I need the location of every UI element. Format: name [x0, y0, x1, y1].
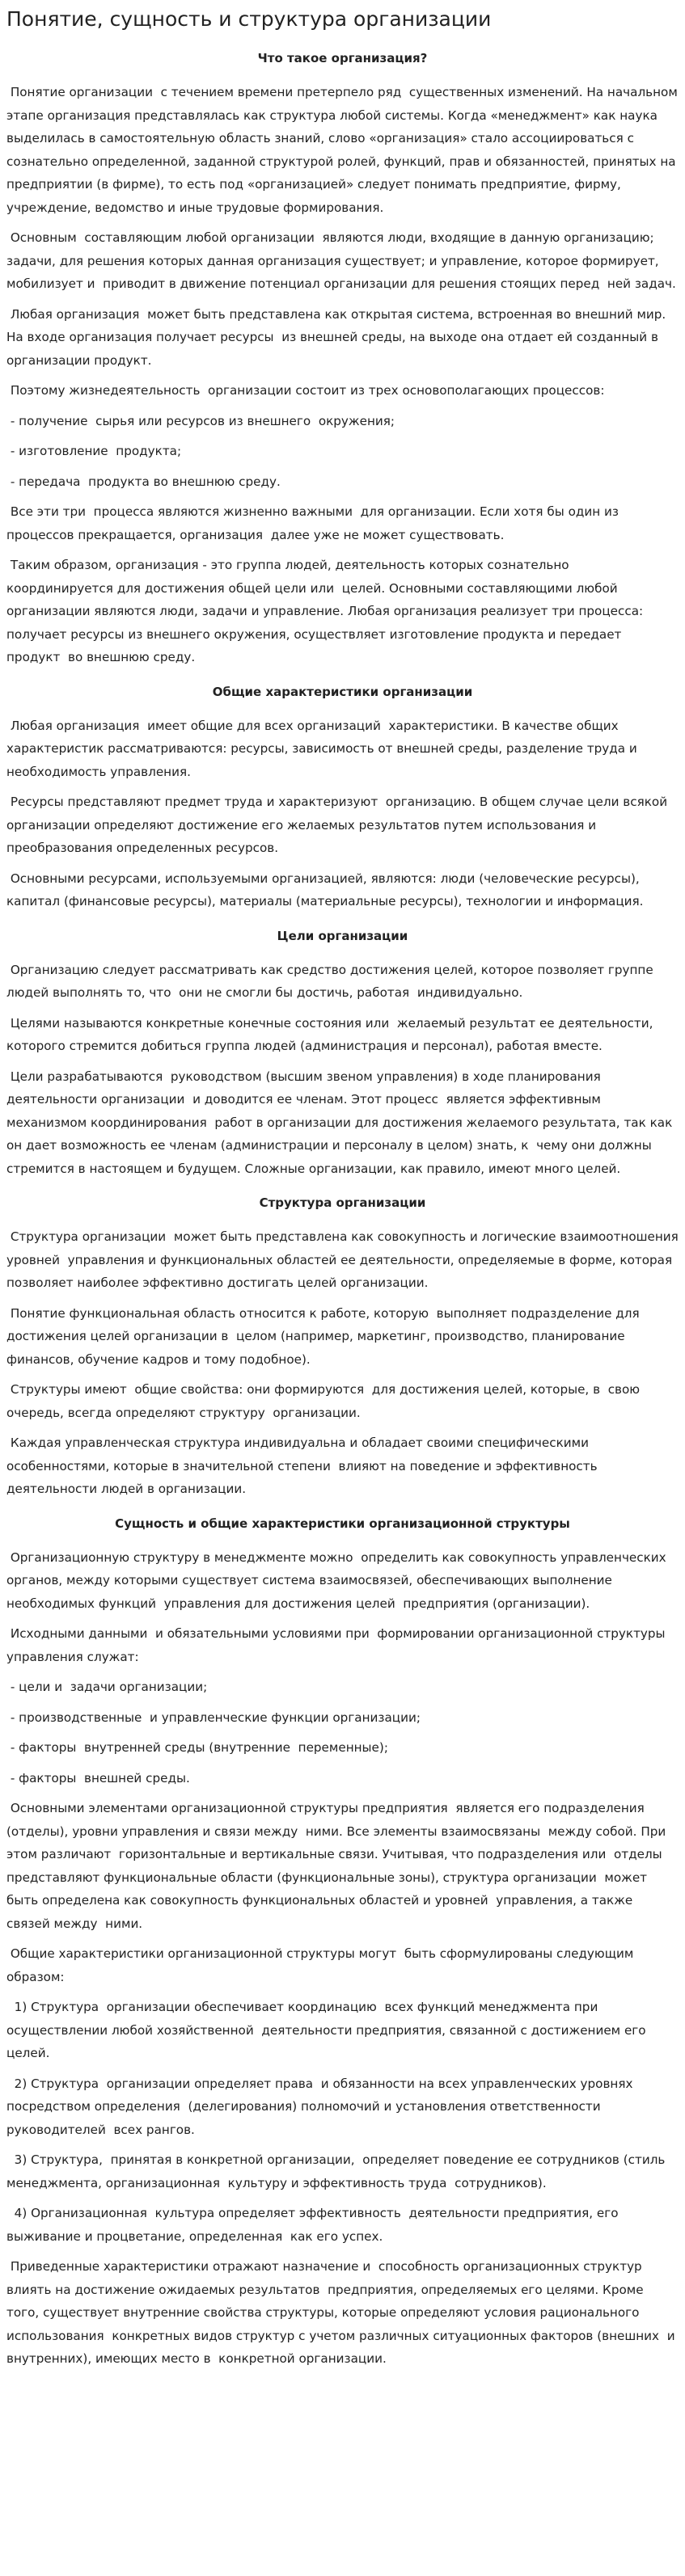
paragraph: Основным составляющим любой организации являются люди, входящие в данную организацию; задачи, для решения которых данная организация существует; и управление, которое формирует, мобилизует и приводит в движение потенциал организации для решения стоящих перед ней задач.: [6, 230, 676, 291]
page-title: Понятие, сущность и структура организации: [6, 7, 492, 31]
list-item: - факторы внутренней среды (внутренние переменные);: [6, 1740, 388, 1755]
paragraph: Организационную структуру в менеджменте можно определить как совокупность управленческих органов, между которыми существует система взаимосвязей, обеспечивающих выполнение необходимых функций управления для достижения целей предприятия (организации).: [6, 1549, 670, 1611]
paragraph: Исходными данными и обязательными условиями при формировании организационной структуры управления служат:: [6, 1626, 674, 1664]
paragraph: Понятие функциональная область относится к работе, которую выполняет подразделение для достижения целей организации в целом (например, маркетинг, производство, планирование финансов, обучение кадров и тому подобное).: [6, 1305, 644, 1367]
paragraph: Структура организации может быть представлена как совокупность и логические взаимоотношения уровней управления и функциональных областей ее деятельности, определяемые в форме, которая позволяет наиболее эффективно достигать целей организации.: [6, 1229, 683, 1290]
paragraph: Общие характеристики организационной структуры могут быть сформулированы следующим образом:: [6, 1946, 638, 1984]
paragraph: Понятие организации с течением времени претерпело ряд существенных изменений. На начальном этапе организация представлялась как структура любой системы. Когда «менеджмент» как наука выделилась в самостоятельную область знаний, слово «организация» стало ассоциироваться с сознательно определенной, заданной структурой ролей, функций, прав и обязанностей, принятых на предприятии (в фирме), то есть под «организацией» следует понимать предприятие, фирму, учреждение, ведомство и иные трудовые формирования.: [6, 85, 685, 215]
list-item: - изготовление продукта;: [6, 444, 182, 458]
list-item: 2) Структура организации определяет права и обязанности на всех управленческих уровнях посредством определения (делегирования) полномочий и установления ответственности руководителей всех рангов.: [6, 2076, 637, 2137]
list-item: 1) Структура организации обеспечивает координацию всех функций менеджмента при осуществлении любой хозяйственной деятельности предприятия, связанной с достижением его целей.: [6, 2000, 650, 2060]
paragraph: Цели разрабатываются руководством (высшим звеном управления) в ходе планирования деятельности организации и доводится ее членам. Этот процесс является эффективным механизмом координирования работ в организации для достижения желаемого результата, так как он дает возможность ее членам (администрации и персоналу в целом) знать, к чему они должны стремится в настоящем и будущем. Сложные организации, как правило, имеют много целей.: [6, 1069, 680, 1176]
paragraph: Организацию следует рассматривать как средство достижения целей, которое позволяет группе людей выполнять то, что они не смогли бы достичь, работая индивидуально.: [6, 962, 658, 1000]
paragraph: Целями называются конкретные конечные состояния или желаемый результат ее деятельности, которого стремится добиться группа людей (администрация и персонал), работая вместе.: [6, 1015, 658, 1053]
section-heading: Сущность и общие характеристики организационной структуры: [115, 1516, 570, 1531]
list-item: - производственные и управленческие функции организации;: [6, 1710, 421, 1725]
list-item: 3) Структура, принятая в конкретной организации, определяет поведение ее сотрудников (стиль менеджмента, организационная культуру и эффективность труда сотрудников).: [6, 2152, 670, 2190]
paragraph: Любая организация имеет общие для всех организаций характеристики. В качестве общих характеристик рассматриваются: ресурсы, зависимость от внешней среды, разделение труда и необходимость управления.: [6, 718, 641, 779]
article-body: [6, 50, 685, 2371]
list-item: 4) Организационная культура определяет эффективность деятельности предприятия, его выживание и процветание, определенная как его успех.: [6, 2206, 623, 2244]
section-heading: Цели организации: [277, 928, 408, 943]
paragraph: Ресурсы представляют предмет труда и характеризуют организацию. В общем случае цели всякой организации определяют достижение его желаемых результатов путем использования и преобразования определенных ресурсов.: [6, 795, 671, 855]
paragraph: Любая организация может быть представлена как открытая система, встроенная во внешний мир. На входе организация получает ресурсы из внешней среды, на выходе она отдает ей созданный в организации продукт.: [6, 306, 670, 368]
list-item: - цели и задачи организации;: [6, 1680, 208, 1694]
paragraph: Таким образом, организация - это группа людей, деятельность которых сознательно координируется для достижения общей цели или целей. Основными составляющими любой организации являются люди, задачи и управление. Любая организация реализует три процесса: получает ресурсы из внешнего окружения, осуществляет изготовление продукта и передает продукт во внешнюю среду.: [6, 558, 647, 664]
paragraph: Все эти три процесса являются жизненно важными для организации. Если хотя бы один из процессов прекращается, организация далее уже не может существовать.: [6, 504, 623, 542]
list-item: - передача продукта во внешнюю среду.: [6, 474, 281, 489]
paragraph: Основными элементами организационной структуры предприятия является его подразделения (отделы), уровни управления и связи между ними. Все элементы взаимосвязаны между собой. При этом различают горизонтальные и вертикальные связи. Учитывая, что подразделения или отделы представляют функциональные области (функциональные зоны), структура организации может быть определена как совокупность функциональных областей и уровней управления, а также связей между ними.: [6, 1801, 670, 1931]
paragraph: Поэтому жизнедеятельность организации состоит из трех основополагающих процессов:: [6, 383, 605, 398]
paragraph: Каждая управленческая структура индивидуальна и обладает своими специфическими особенностями, которые в значительной степени влияют на поведение и эффективность деятельности людей в организации.: [6, 1436, 602, 1496]
paragraph: Основными ресурсами, используемыми организацией, являются: люди (человеческие ресурсы), капитал (финансовые ресурсы), материалы (материальные ресурсы), технологии и информация.: [6, 871, 644, 909]
section-heading: Общие характеристики организации: [212, 684, 473, 699]
section-heading: Что такое организация?: [257, 51, 428, 65]
list-item: - факторы внешней среды.: [6, 1770, 190, 1785]
section-heading: Структура организации: [259, 1195, 426, 1210]
paragraph: Структуры имеют общие свойства: они формируются для достижения целей, которые, в свою очередь, всегда определяют структуру организации.: [6, 1382, 644, 1420]
list-item: - получение сырья или ресурсов из внешнего окружения;: [6, 413, 395, 428]
paragraph: Приведенные характеристики отражают назначение и способность организационных структур влиять на достижение ожидаемых результатов предприятия, определяемых его целями. Кроме того, существует внутренние свойства структуры, которые определяют условия рационального использования конкретных видов структур с учетом различных ситуационных факторов (внешних и внутренних), имеющих место в конкретной организации.: [6, 2259, 679, 2366]
